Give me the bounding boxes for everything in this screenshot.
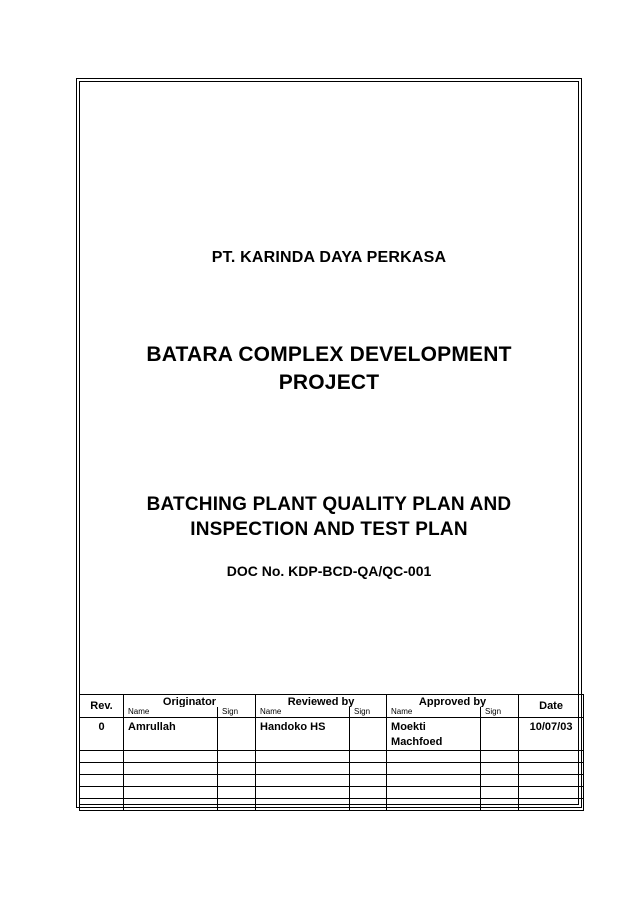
- document-inner-border: [79, 81, 579, 805]
- table-row-empty: [80, 799, 584, 811]
- reviewer-name-header: Name: [256, 707, 350, 718]
- originator-sign-cell: [218, 718, 256, 751]
- rev-cell: 0: [80, 718, 124, 751]
- table-row-empty: [80, 763, 584, 775]
- approver-name-header: Name: [387, 707, 481, 718]
- revision-table: [79, 694, 584, 811]
- originator-sign-header: Sign: [218, 707, 256, 718]
- project-title: [80, 341, 578, 397]
- table-row-empty: [80, 751, 584, 763]
- approver-name-cell: [387, 718, 481, 751]
- date-header: Date: [519, 695, 584, 718]
- document-frame: [76, 78, 582, 808]
- rev-header: Rev.: [80, 695, 124, 718]
- reviewer-sign-cell: [350, 718, 387, 751]
- company-name: PT. KARINDA DAYA PERKASA: [211, 249, 447, 266]
- reviewer-name-cell: Handoko HS: [256, 718, 350, 751]
- approver-sign-cell: [481, 718, 519, 751]
- reviewer-sign-header: Sign: [350, 707, 387, 718]
- document-number: DOC No. KDP-BCD-QA/QC-001: [226, 563, 432, 579]
- approver-name-line-2: Machfoed: [391, 736, 443, 748]
- date-cell: 10/07/03: [519, 718, 584, 751]
- plan-title: [80, 492, 578, 542]
- revision-header-row: [80, 695, 584, 708]
- project-title-line-1: BATARA COMPLEX DEVELOPMENT: [146, 343, 512, 366]
- approver-sign-header: Sign: [481, 707, 519, 718]
- table-row-empty: [80, 775, 584, 787]
- revision-subheader-row: [80, 707, 584, 718]
- originator-name-cell: Amrullah: [124, 718, 218, 751]
- reviewed-by-header: Reviewed by: [256, 695, 387, 708]
- plan-title-line-2: INSPECTION AND TEST PLAN: [190, 519, 468, 540]
- approved-by-header: Approved by: [387, 695, 519, 708]
- cover-section: [80, 82, 578, 694]
- project-title-line-2: PROJECT: [278, 371, 380, 394]
- table-row: [80, 718, 584, 751]
- plan-title-line-1: BATCHING PLANT QUALITY PLAN AND: [146, 494, 512, 515]
- originator-header: Originator: [124, 695, 256, 708]
- originator-name-header: Name: [124, 707, 218, 718]
- approver-name-line-1: Moekti: [391, 721, 426, 733]
- table-row-empty: [80, 787, 584, 799]
